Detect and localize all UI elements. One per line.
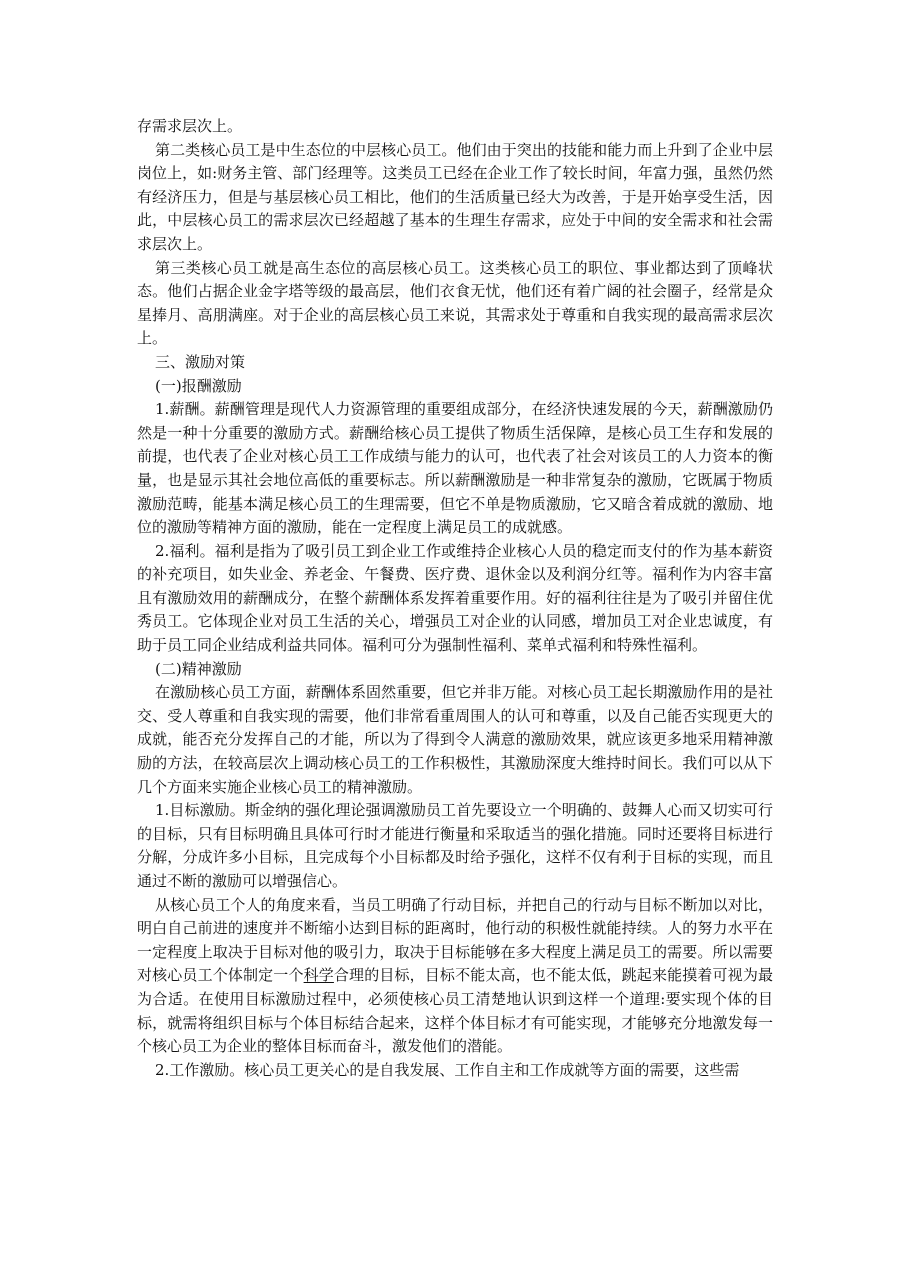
document-page	[137, 115, 773, 1082]
paragraph-individual-goals	[137, 894, 773, 1059]
paragraph-mid-level-employees: 第二类核心员工是中生态位的中层核心员工。他们由于突出的技能和能力而上升到了企业中层岗位上，如:财务主管、部门经理等。这类员工已经在企业工作了较长时间，年富力强，虽然仍然有经济压力，但是与基层核心员工相比，他们的生活质量已经大为改善，于是开始享受生活，因此，中层核心员工的需求层次已经超越了基本的生理生存需求，应处于中间的安全需求和社会需求层次上。	[137, 140, 773, 253]
paragraph-work-incentive: 2.工作激励。核心员工更关心的是自我发展、工作自主和工作成就等方面的需要，这些需	[155, 1060, 740, 1079]
paragraph-salary: 1.薪酬。薪酬管理是现代人力资源管理的重要组成部分，在经济快速发展的今天，薪酬激励仍然是一种十分重要的激励方式。薪酬给核心员工提供了物质生活保障，是核心员工生存和发展的前提，也代表了企业对核心员工工作成绩与能力的认可，也代表了社会对该员工的人力资本的衡量，也是显示其社会地位高低的重要标志。所以薪酬激励是一种非常复杂的激励，它既属于物质激励范畴，能基本满足核心员工的生理需要，但它不单是物质激励，它又暗含着成就的激励、地位的激励等精神方面的激励，能在一定程度上满足员工的成就感。	[137, 400, 773, 537]
subsection-heading-spiritual-incentive: (二)精神激励	[155, 659, 242, 678]
paragraph-senior-employees: 第三类核心员工就是高生态位的高层核心员工。这类核心员工的职位、事业都达到了顶峰状态。他们占据企业金字塔等级的最高层，他们衣食无忧，他们还有着广阔的社会圈子，经常是众星捧月、高朋满座。对于企业的高层核心员工来说，其需求处于尊重和自我实现的最高需求层次上。	[137, 258, 773, 348]
individual-goals-text-after: 合理的目标，目标不能太高，也不能太低，跳起来能摸着可视为最为合适。在使用目标激励过程中，必须使核心员工清楚地认识到这样一个道理:要实现个体的目标，就需将组织目标与个体目标结合起来，这样个体目标才有可能实现，才能够充分地激发每一个核心员工为企业的整体目标而奋斗，激发他们的潜能。	[137, 966, 773, 1056]
paragraph-goal-incentive: 1.目标激励。斯金纳的强化理论强调激励员工首先要设立一个明确的、鼓舞人心而又切实可行的目标，只有目标明确且具体可行时才能进行衡量和采取适当的强化措施。同时还要将目标进行分解，分成许多小目标，且完成每个小目标都及时给予强化，这样不仅有利于目标的实现，而且通过不断的激励可以增强信心。	[137, 801, 773, 890]
section-heading-incentive-measures: 三、激励对策	[155, 352, 246, 371]
paragraph-welfare: 2.福利。福利是指为了吸引员工到企业工作或维持企业核心人员的稳定而支付的作为基本薪资的补充项目，如失业金、养老金、午餐费、医疗费、退休金以及利润分红等。福利作为内容丰富且有激励效用的薪酬成分，在整个薪酬体系发挥着重要作用。好的福利往往是为了吸引并留住优秀员工。它体现企业对员工生活的关心，增强员工对企业的认同感，增加员工对企业忠诚度，有助于员工同企业结成利益共同体。福利可分为强制性福利、菜单式福利和特殊性福利。	[137, 541, 773, 655]
paragraph-continuation: 存需求层次上。	[137, 117, 243, 135]
paragraph-spiritual-incentive-intro: 在激励核心员工方面，薪酬体系固然重要，但它并非万能。对核心员工起长期激励作用的是社交、受人尊重和自我实现的需要，他们非常看重周围人的认可和尊重，以及自己能否实现更大的成就，能否充分发挥自己的才能，所以为了得到令人满意的激励效果，就应该更多地采用精神激励的方法，在较高层次上调动核心员工的工作积极性，其激励深度大维持时间长。我们可以从下几个方面来实施企业核心员工的精神激励。	[137, 683, 773, 796]
subsection-heading-pay-incentive: (一)报酬激励	[155, 376, 242, 395]
individual-goals-text-before: 从核心员工个人的角度来看，当员工明确了行动目标，并把自己的行动与目标不断加以对比，明白自己前进的速度并不断缩小达到目标的距离时，他行动的积极性就能持续。人的努力水平在一定程度上取决于目标对他的吸引力，取决于目标能够在多大程度上满足员工的需要。所以需要对核心员工个体制定一个	[137, 895, 773, 985]
underlined-word-science: 科学	[303, 966, 334, 985]
